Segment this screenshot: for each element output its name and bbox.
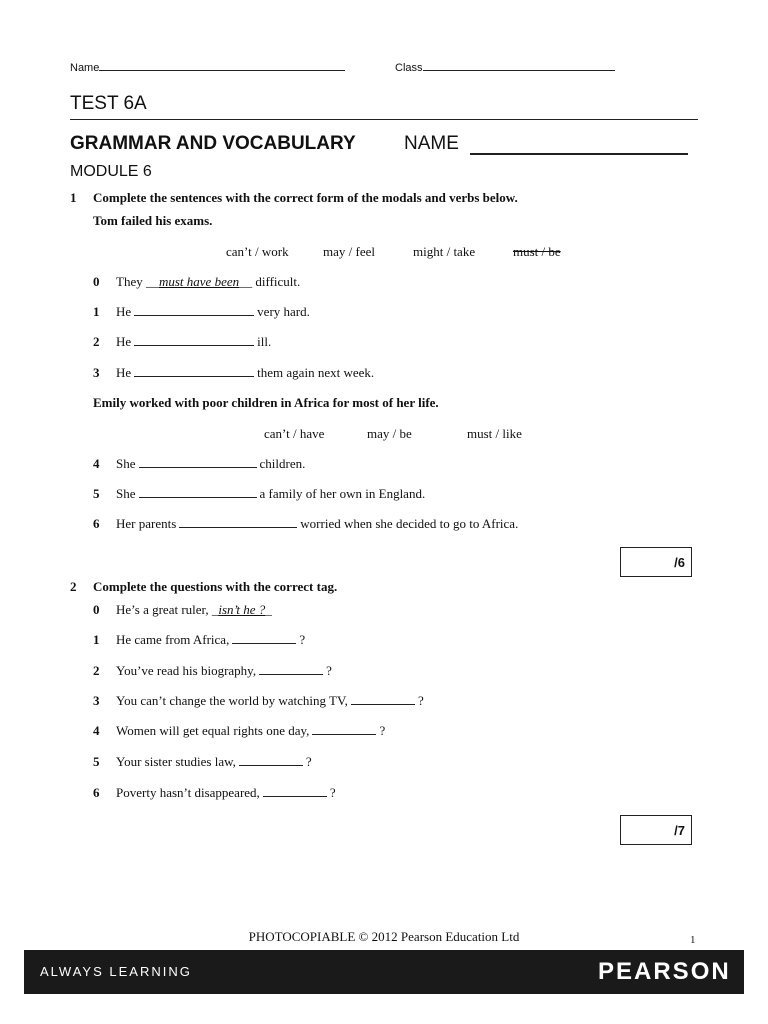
name-field-line xyxy=(99,70,345,71)
answer-blank[interactable] xyxy=(134,365,254,377)
answer-blank[interactable] xyxy=(232,632,296,644)
example-answer: __must have been__ xyxy=(145,274,253,289)
answer-blank[interactable] xyxy=(134,304,254,316)
list-item xyxy=(116,602,272,618)
answer-blank[interactable] xyxy=(259,663,323,675)
item-number: 5 xyxy=(93,754,100,769)
word-option: must / like xyxy=(467,426,522,441)
list-item xyxy=(116,723,385,739)
answer-blank[interactable] xyxy=(263,785,327,797)
item-text-before: He’s a great ruler, xyxy=(116,602,209,617)
answer-blank[interactable] xyxy=(134,334,254,346)
item-text-before: Your sister studies law, xyxy=(116,754,236,769)
item-text-before: She xyxy=(116,456,136,471)
item-text-before: Poverty hasn’t disappeared, xyxy=(116,785,260,800)
item-text-after: very hard. xyxy=(257,304,310,319)
item-text-before: You’ve read his biography, xyxy=(116,663,257,678)
brand-logo: PEARSON xyxy=(598,958,731,985)
list-item xyxy=(116,632,305,648)
item-number: 6 xyxy=(93,785,100,800)
list-item xyxy=(116,334,271,350)
test-title: TEST 6A xyxy=(70,93,147,114)
list-item xyxy=(116,754,312,770)
score-box[interactable] xyxy=(620,547,692,577)
item-text-before: Her parents xyxy=(116,516,177,531)
list-item xyxy=(116,304,310,320)
item-text-before: He xyxy=(116,365,132,380)
question-1-number: 1 xyxy=(70,190,77,205)
answer-blank[interactable] xyxy=(312,723,376,735)
example-answer: _isn’t he ?_ xyxy=(211,602,272,617)
list-item xyxy=(116,486,425,502)
item-text-before: He xyxy=(116,334,132,349)
item-text-after: difficult. xyxy=(255,274,301,289)
question-2-number: 2 xyxy=(70,579,77,594)
list-item xyxy=(116,663,332,679)
title-rule xyxy=(70,119,698,120)
word-option: might / take xyxy=(413,244,476,259)
item-text-before: She xyxy=(116,486,136,501)
list-item xyxy=(116,785,336,801)
item-text-before: They xyxy=(116,274,143,289)
class-field-label: Class xyxy=(395,62,423,74)
score-total: /6 xyxy=(674,555,685,570)
word-option-used: must / be xyxy=(513,244,561,259)
name-field xyxy=(70,62,345,74)
item-number: 1 xyxy=(93,632,100,647)
item-text-after: ? xyxy=(305,754,312,769)
list-item xyxy=(116,274,300,290)
question-2-instruction: Complete the questions with the correct tag. xyxy=(93,579,338,594)
item-number: 3 xyxy=(93,693,100,708)
word-option: can’t / work xyxy=(226,244,289,259)
answer-blank[interactable] xyxy=(139,456,257,468)
name-field-label: Name xyxy=(70,62,100,74)
student-name-line xyxy=(470,153,688,155)
section-title: GRAMMAR AND VOCABULARY xyxy=(70,133,356,154)
item-number: 2 xyxy=(93,334,100,349)
tagline: ALWAYS LEARNING xyxy=(40,964,192,979)
copyright-notice: PHOTOCOPIABLE © 2012 Pearson Education Ltd xyxy=(248,929,520,944)
class-field-line xyxy=(423,70,615,71)
word-option: may / be xyxy=(367,426,412,441)
item-text-after: a family of her own in England. xyxy=(259,486,426,501)
item-number: 0 xyxy=(93,602,100,617)
list-item xyxy=(116,516,518,532)
item-text-before: He xyxy=(116,304,132,319)
module-title: MODULE 6 xyxy=(70,163,152,180)
question-1-context-a: Tom failed his exams. xyxy=(93,213,213,228)
item-number: 4 xyxy=(93,456,100,471)
answer-blank[interactable] xyxy=(239,754,303,766)
item-text-before: You can’t change the world by watching TV, xyxy=(116,693,348,708)
list-item xyxy=(116,365,374,381)
item-text-after: ? xyxy=(417,693,424,708)
item-number: 1 xyxy=(93,304,100,319)
question-1-instruction: Complete the sentences with the correct form of the modals and verbs below. xyxy=(93,190,518,205)
question-1-context-b: Emily worked with poor children in Africa for most of her life. xyxy=(93,395,439,410)
item-text-after: children. xyxy=(259,456,306,471)
class-field xyxy=(395,62,615,74)
item-text-after: ? xyxy=(326,663,332,678)
item-text-after: ill. xyxy=(257,334,272,349)
answer-blank[interactable] xyxy=(139,486,257,498)
item-text-after: them again next week. xyxy=(257,365,375,380)
word-option: can’t / have xyxy=(264,426,325,441)
score-box[interactable] xyxy=(620,815,692,845)
item-text-after: ? xyxy=(329,785,336,800)
student-name-label: NAME xyxy=(404,133,459,154)
item-text-after: worried when she decided to go to Africa. xyxy=(300,516,519,531)
list-item xyxy=(116,456,305,472)
item-text-after: ? xyxy=(379,723,386,738)
list-item xyxy=(116,693,424,709)
word-option: may / feel xyxy=(323,244,375,259)
page-number: 1 xyxy=(690,934,696,946)
item-number: 2 xyxy=(93,663,100,678)
item-number: 3 xyxy=(93,365,100,380)
item-text-after: ? xyxy=(299,632,306,647)
item-text-before: Women will get equal rights one day, xyxy=(116,723,310,738)
item-number: 4 xyxy=(93,723,100,738)
item-number: 5 xyxy=(93,486,100,501)
answer-blank[interactable] xyxy=(351,693,415,705)
item-number: 0 xyxy=(93,274,100,289)
score-total: /7 xyxy=(674,823,685,838)
item-text-before: He came from Africa, xyxy=(116,632,230,647)
item-number: 6 xyxy=(93,516,100,531)
answer-blank[interactable] xyxy=(179,516,297,528)
